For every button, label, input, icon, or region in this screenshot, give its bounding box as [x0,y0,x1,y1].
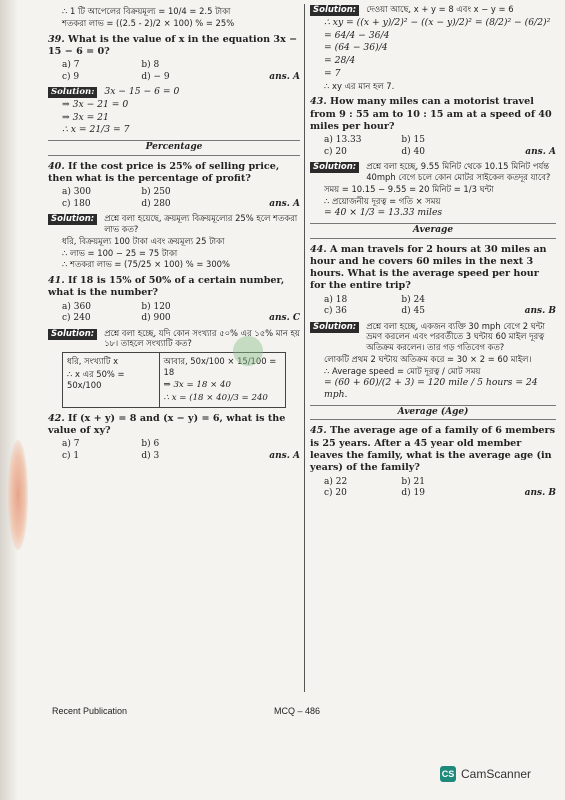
solution-line: ∴ x = 21/3 = 7 [62,124,130,136]
solution-line: ∴ 1 টি আপেলের বিক্রয়মূল্য = 10/4 = 2.5 টাকা [62,6,231,16]
option: c) 9 [62,71,80,82]
option: b) 21 [401,476,425,487]
solution-44 [310,321,556,353]
box-line: ⇒ 3x = 18 × 40 [163,379,231,390]
option: b) 8 [141,60,160,71]
answer-label: ans. A [269,450,300,461]
left-column [48,0,300,462]
solution-line: ∴ Average speed = মোট দূরত্ব / মোট সময় [324,365,481,376]
column-divider [304,4,305,692]
solution-line: 3x − 15 − 6 = 0 [104,86,180,98]
box-line: ধরি, সংখ্যাটি x [67,356,119,367]
box-line: ∴ x এর 50% = 50x/100 [67,368,125,390]
solution-line: শতকরা লাভ = ((2.5 - 2)/2 × 100) % = 25% [62,17,235,28]
solution-line: প্রশ্নে বলা হচ্ছে, 9.55 মিনিট থেকে 10.15 মিনিট পর্যন্ত 40mph বেগে চলে কোন মোটর সাইকেল কতদূর যাবে? [366,161,551,183]
solution-box-left [63,353,160,407]
page-stain [8,440,28,550]
option: b) 6 [141,439,160,450]
option: c) 180 [62,198,91,209]
solution-tag: Solution: [310,322,359,333]
solution-tag: Solution: [48,87,97,98]
solution-line: = 64/4 − 36/4 [324,29,390,41]
question-40 [48,161,300,186]
box-line: আবার, 50x/100 × 15/100 = 18 [163,356,277,377]
solution-line: = 40 × 1/3 = 13.33 miles [324,207,443,219]
section-heading: Percentage [48,140,300,156]
question-number: 41. [48,275,65,287]
solution-tag: Solution: [48,214,97,225]
option: a) 22 [324,476,348,487]
option: c) 240 [62,313,91,324]
options-40 [62,187,300,210]
solution-40 [48,213,300,235]
option: d) 900 [141,313,171,324]
option: c) 20 [324,488,347,499]
solution-line: = 7 [324,67,341,79]
solution-tag: Solution: [310,162,359,173]
camscanner-logo-icon: CS [440,766,456,782]
solution-tag: Solution: [310,5,359,16]
answer-label: ans. C [269,313,300,324]
question-text: What is the value of x in the equation 3x − 15 − 6 = 0? [48,33,298,57]
option: a) 7 [62,439,80,450]
options-42 [62,439,300,462]
options-41 [62,302,300,325]
option: d) 280 [141,198,171,209]
question-number: 43. [310,96,327,108]
option: d) 40 [401,146,425,157]
question-text: How many miles can a motorist travel from 9 : 55 am to 10 : 15 am at a speed of 40 miles per hour? [310,96,552,132]
solution-line: = (60 + 60)/(2 + 3) = 120 mile / 5 hours = 24 mph. [324,377,538,401]
question-number: 44. [310,243,327,255]
question-42 [48,413,300,438]
question-text: If the cost price is 25% of selling price, then what is the percentage of profit? [48,160,280,185]
question-41 [48,275,300,300]
option: a) 18 [324,294,348,305]
solution-42 [310,4,556,16]
options-39 [62,60,300,83]
section-heading: Average [310,223,556,239]
option: a) 360 [62,301,91,312]
page-number: MCQ – 486 [274,706,321,716]
question-43 [310,96,556,133]
section-heading: Average (Age) [310,405,556,421]
solution-line: সময় = 10.15 − 9.55 = 20 মিনিট = 1/3 ঘন্টা [324,183,494,194]
option: b) 15 [401,135,425,146]
option: d) 3 [141,450,160,461]
option: c) 20 [324,146,347,157]
question-number: 42. [48,412,65,424]
options-45 [324,477,556,500]
option: c) 36 [324,306,347,317]
option: c) 1 [62,450,80,461]
answer-label: ans. A [269,198,300,209]
answer-label: ans. A [269,71,300,82]
question-39 [48,34,300,59]
camscanner-badge [440,766,531,782]
question-45 [310,425,556,474]
solution-box-right [160,353,285,407]
options-44 [324,295,556,318]
question-number: 39. [48,33,65,45]
solution-line: প্রশ্নে বলা হয়েছে, ক্রয়মূল্য বিক্রয়মূল্যের 25% হলে শতকরা লাভ কত? [104,213,298,235]
solution-39 [48,86,300,98]
solution-line: লোকটি প্রথম 2 ঘন্টায় অতিক্রম করে = 30 × 2 = 60 মাইল। [324,353,532,364]
solution-tag: Solution: [48,329,97,340]
answer-label: ans. B [524,488,556,499]
option: a) 7 [62,60,80,71]
solution-line: ∴ প্রয়োজনীয় দূরত্ব = গতি × সময় [324,195,441,206]
right-column [310,0,556,500]
page-edge-shadow [0,0,18,800]
solution-line: দেওয়া আছে, x + y = 8 এবং x − y = 6 [366,4,514,14]
question-text: A man travels for 2 hours at 30 miles an hour and he covers 60 miles in the next 3 hours. What is the average speed per hour for the entire trip? [310,243,547,292]
solution-line: = (64 − 36)/4 [324,42,388,54]
options-43 [324,135,556,158]
option: b) 120 [141,301,171,312]
solution-line: ∴ xy = ((x + y)/2)² − ((x − y)/2)² = (8/2)² − (6/2)² [324,16,551,28]
option: b) 24 [401,294,425,305]
box-line: ∴ x = (18 × 40)/3 = 240 [163,392,268,403]
publisher-label: Recent Publication [52,706,128,716]
solution-line: প্রশ্নে বলা হচ্ছে, একজন ব্যক্তি 30 mph বেগে 2 ঘন্টা ভ্রমণ করলেন এবং পরবর্তীতে 3 ঘন্টায় 60 মাইল দূরত্ব অতিক্রম করলেন। তার গড় গতিবেগ কত? [366,320,545,353]
answer-label: ans. A [525,146,556,157]
option: a) 13.33 [324,135,362,146]
document-page [48,0,561,730]
question-text: The average age of a family of 6 members is 25 years. After a 45 year old member leaves the family, what is the average age (in years) of the family? [310,425,555,474]
solution-line: ∴ শতকরা লাভ = (75/25 × 100) % = 300% [62,259,230,270]
option: a) 300 [62,187,91,198]
solution-line: = 28/4 [324,55,356,67]
solution-line: ⇒ 3x − 21 = 0 [62,98,129,110]
option: d) − 9 [141,71,170,82]
option: d) 19 [401,488,425,499]
question-text: If 18 is 15% of 50% of a certain number, what is the number? [48,275,285,299]
solution-line: প্রশ্নে বলা হচ্ছে, যদি কোন সংখ্যার ৫০% এর ১৫% মান হয় ১৮। তাহলে সংখ্যাটি কত? [104,327,300,349]
camscanner-label: CamScanner [461,767,532,781]
solution-line: ∴ xy এর মান হল 7. [324,80,395,91]
option: d) 45 [401,306,425,317]
solution-line: ধরি, বিক্রয়মূল্য 100 টাকা এবং ক্রয়মূল্য 25 টাকা [62,235,225,246]
question-44 [310,244,556,293]
watermark-icon [233,336,263,366]
solution-43 [310,161,556,183]
answer-label: ans. B [524,306,556,317]
option: b) 250 [141,187,171,198]
solution-line: ∴ লাভ = 100 − 25 = 75 টাকা [62,247,178,258]
question-number: 45. [310,425,327,437]
question-number: 40. [48,160,65,172]
solution-line: ⇒ 3x = 21 [62,111,109,123]
question-text: If (x + y) = 8 and (x − y) = 6, what is the value of xy? [48,412,286,436]
